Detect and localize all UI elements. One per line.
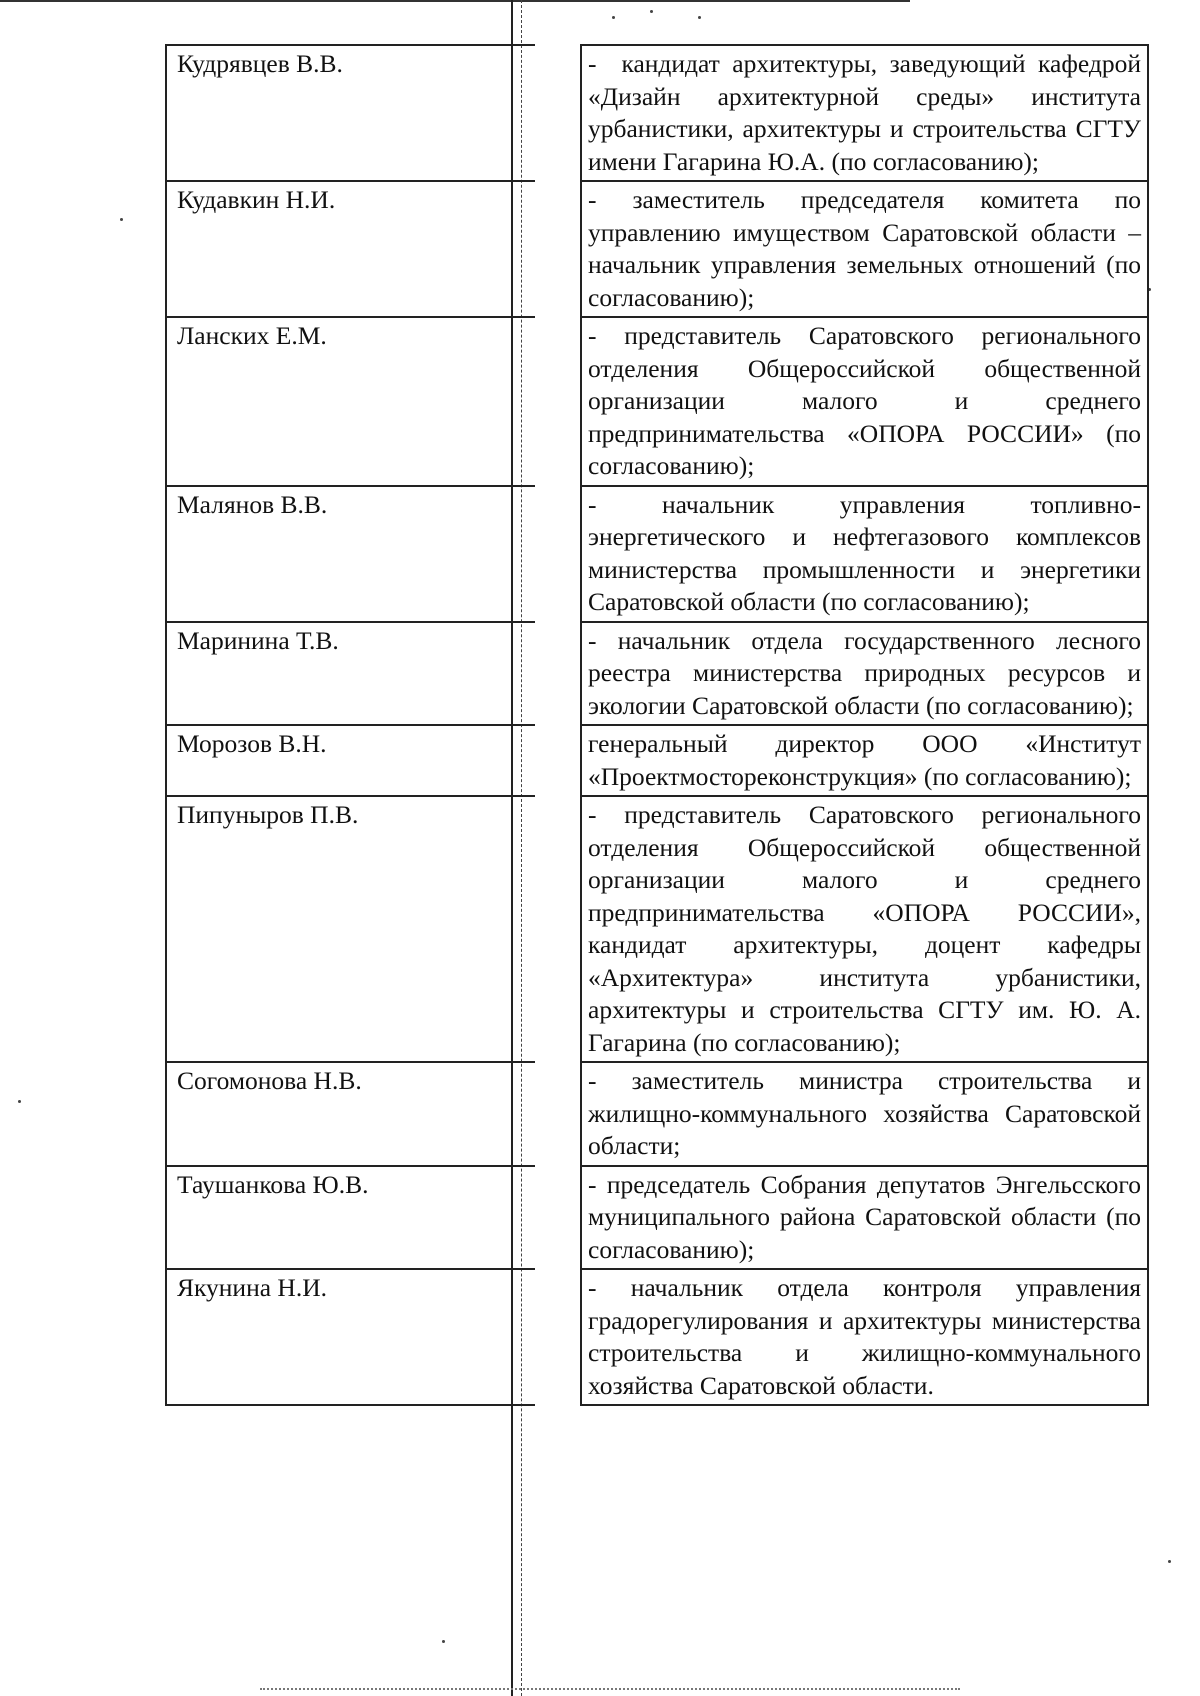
gutter-gap bbox=[535, 725, 581, 796]
scan-speck bbox=[698, 16, 701, 19]
scan-speck bbox=[612, 16, 615, 19]
scan-speck bbox=[1168, 1560, 1171, 1563]
table-row bbox=[166, 725, 1148, 796]
member-name: Якунина Н.И. bbox=[166, 1269, 535, 1405]
member-description: - начальник отдела государственного лесного реестра министерства природных ресурсов и экологии Саратовской области (по согласованию); bbox=[581, 622, 1148, 726]
table-row bbox=[166, 1062, 1148, 1166]
gutter-gap bbox=[535, 1062, 581, 1166]
table-row bbox=[166, 45, 1148, 181]
member-name: Маринина Т.В. bbox=[166, 622, 535, 726]
member-description: - начальник отдела контроля управления градорегулирования и архитектуры министерства строительства и жилищно-коммунального хозяйства Саратовской области. bbox=[581, 1269, 1148, 1405]
scan-speck bbox=[120, 218, 123, 221]
table-row bbox=[166, 181, 1148, 317]
member-description: - начальник управления топливно-энергетического и нефтегазового комплексов министерства промышленности и энергетики Саратовской области (по согласованию); bbox=[581, 486, 1148, 622]
member-description: - представитель Саратовского регионального отделения Общероссийской общественной организации малого и среднего предпринимательства «ОПОРА РОССИИ» (по согласованию); bbox=[581, 317, 1148, 486]
member-name: Таушанкова Ю.В. bbox=[166, 1166, 535, 1270]
member-name: Малянов В.В. bbox=[166, 486, 535, 622]
gutter-gap bbox=[535, 1269, 581, 1405]
member-name: Ланских Е.М. bbox=[166, 317, 535, 486]
table-row bbox=[166, 622, 1148, 726]
table-row bbox=[166, 317, 1148, 486]
table-row bbox=[166, 796, 1148, 1062]
gutter-gap bbox=[535, 796, 581, 1062]
member-name: Пипуныров П.В. bbox=[166, 796, 535, 1062]
scan-speck bbox=[650, 10, 653, 13]
table-row bbox=[166, 1269, 1148, 1405]
member-description: - заместитель председателя комитета по управлению имуществом Саратовской области – начальник управления земельных отношений (по согласованию); bbox=[581, 181, 1148, 317]
gutter-gap bbox=[535, 45, 581, 181]
member-name: Морозов В.Н. bbox=[166, 725, 535, 796]
member-name: Кудавкин Н.И. bbox=[166, 181, 535, 317]
gutter-gap bbox=[535, 622, 581, 726]
member-name: Согомонова Н.В. bbox=[166, 1062, 535, 1166]
member-description: - кандидат архитектуры, заведующий кафедрой «Дизайн архитектурной среды» института урбанистики, архитектуры и строительства СГТУ имени Гагарина Ю.А. (по согласованию); bbox=[581, 45, 1148, 181]
scan-speck bbox=[18, 1100, 21, 1103]
gutter-gap bbox=[535, 486, 581, 622]
member-rows bbox=[166, 45, 1148, 1405]
member-description: - представитель Саратовского регионального отделения Общероссийской общественной организации малого и среднего предпринимательства «ОПОРА РОССИИ», кандидат архитектуры, доцент кафедры «Архитектура» института урбанистики, архитектуры и строительства СГТУ им. Ю. А. Гагарина (по согласованию); bbox=[581, 796, 1148, 1062]
gutter-gap bbox=[535, 181, 581, 317]
table-row bbox=[166, 1166, 1148, 1270]
commission-members-table bbox=[165, 44, 1149, 1406]
member-description: - председатель Собрания депутатов Энгельсского муниципального района Саратовской области (по согласованию); bbox=[581, 1166, 1148, 1270]
scan-edge-top bbox=[0, 0, 910, 2]
member-description: генеральный директор ООО «Институт «Проектмостореконструкция» (по согласованию); bbox=[581, 725, 1148, 796]
scan-speck bbox=[442, 1640, 445, 1643]
scan-edge-bottom bbox=[260, 1688, 960, 1690]
member-name: Кудрявцев В.В. bbox=[166, 45, 535, 181]
member-description: - заместитель министра строительства и жилищно-коммунального хозяйства Саратовской области; bbox=[581, 1062, 1148, 1166]
gutter-gap bbox=[535, 317, 581, 486]
gutter-gap bbox=[535, 1166, 581, 1270]
table-row bbox=[166, 486, 1148, 622]
